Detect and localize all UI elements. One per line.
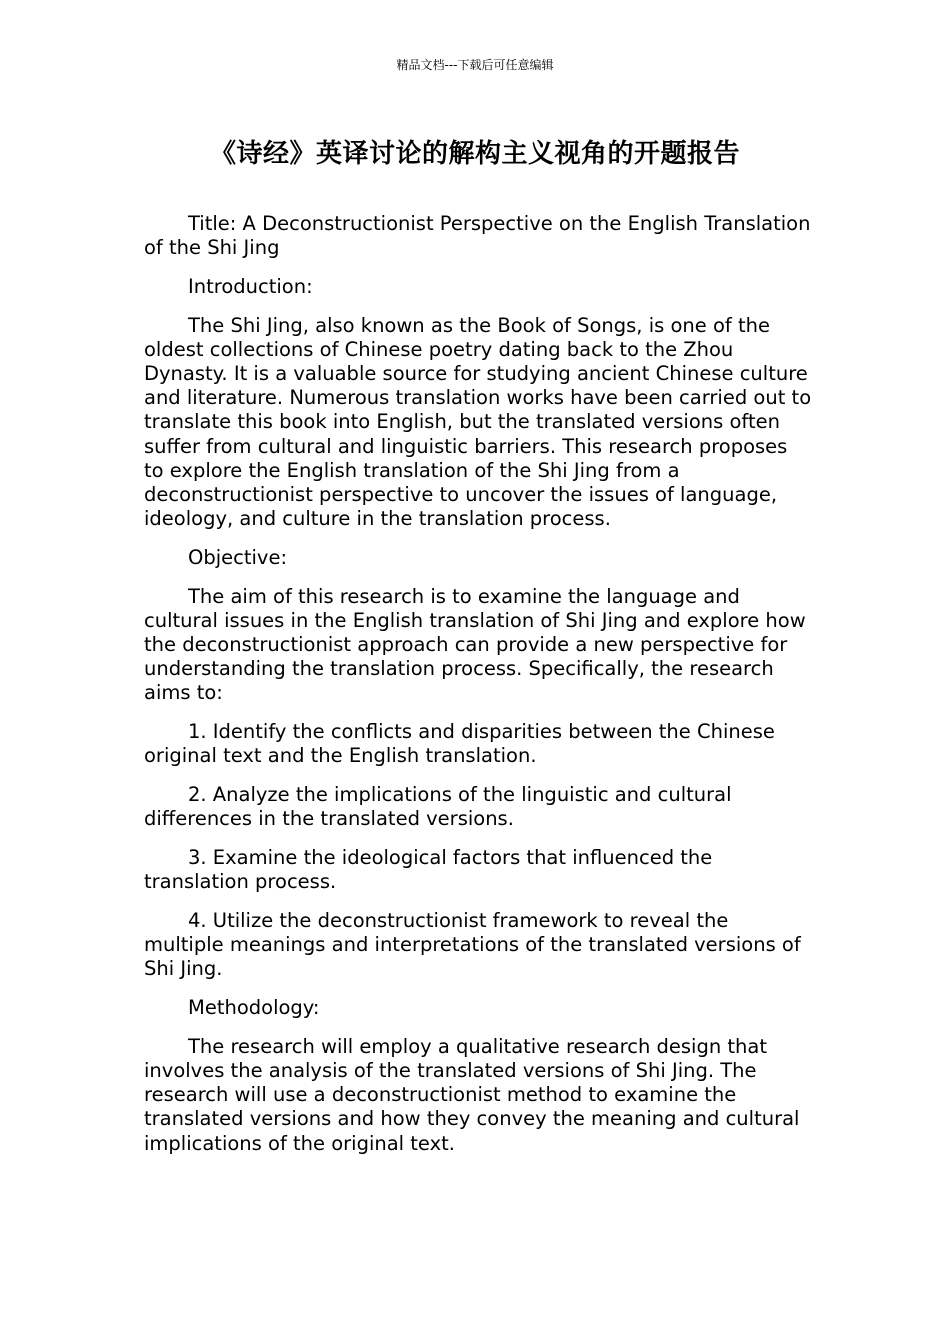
- document-body: [144, 212, 812, 1170]
- document-title: 《诗经》英译讨论的解构主义视角的开题报告: [209, 139, 740, 169]
- list-item-aim-4: 4. Utilize the deconstructionist framework to reveal the multiple meanings and interpretations of the translated versions of Shi Jing.: [144, 908, 801, 981]
- paragraph-objective: The aim of this research is to examine the language and cultural issues in the English translation of Shi Jing and explore how the deconstructionist approach can provide a new perspective for understanding the translation process. Specifically, the research aims to:: [144, 584, 806, 705]
- paragraph-title-line: Title: A Deconstructionist Perspective on the English Translation of the Shi Jing: [144, 212, 811, 260]
- section-heading-methodology: Methodology:: [188, 995, 320, 1019]
- page-header: 精品文档---下载后可任意编辑: [396, 58, 554, 72]
- list-item-aim-1: 1. Identify the conflicts and disparities between the Chinese original text and the English translation.: [144, 720, 775, 768]
- list-item-aim-2: 2. Analyze the implications of the linguistic and cultural differences in the translated versions.: [144, 783, 732, 831]
- section-heading-introduction: Introduction:: [188, 274, 313, 298]
- section-heading-objective: Objective:: [188, 545, 288, 569]
- paragraph-introduction: The Shi Jing, also known as the Book of Songs, is one of the oldest collections of Chinese poetry dating back to the Zhou Dynasty. It is a valuable source for studying ancient Chinese culture and literature. Numerous translation works have been carried out to translate this book into English, but the translated versions often suffer from cultural and linguistic barriers. This research proposes to explore the English translation of the Shi Jing from a deconstructionist perspective to uncover the issues of language, ideology, and culture in the translation process.: [144, 313, 812, 531]
- list-item-aim-3: 3. Examine the ideological factors that influenced the translation process.: [144, 845, 713, 894]
- paragraph-methodology: The research will employ a qualitative research design that involves the analysis of the translated versions of Shi Jing. The research will use a deconstructionist method to examine the translated versions and how they convey the meaning and cultural implications of the original text.: [144, 1034, 800, 1155]
